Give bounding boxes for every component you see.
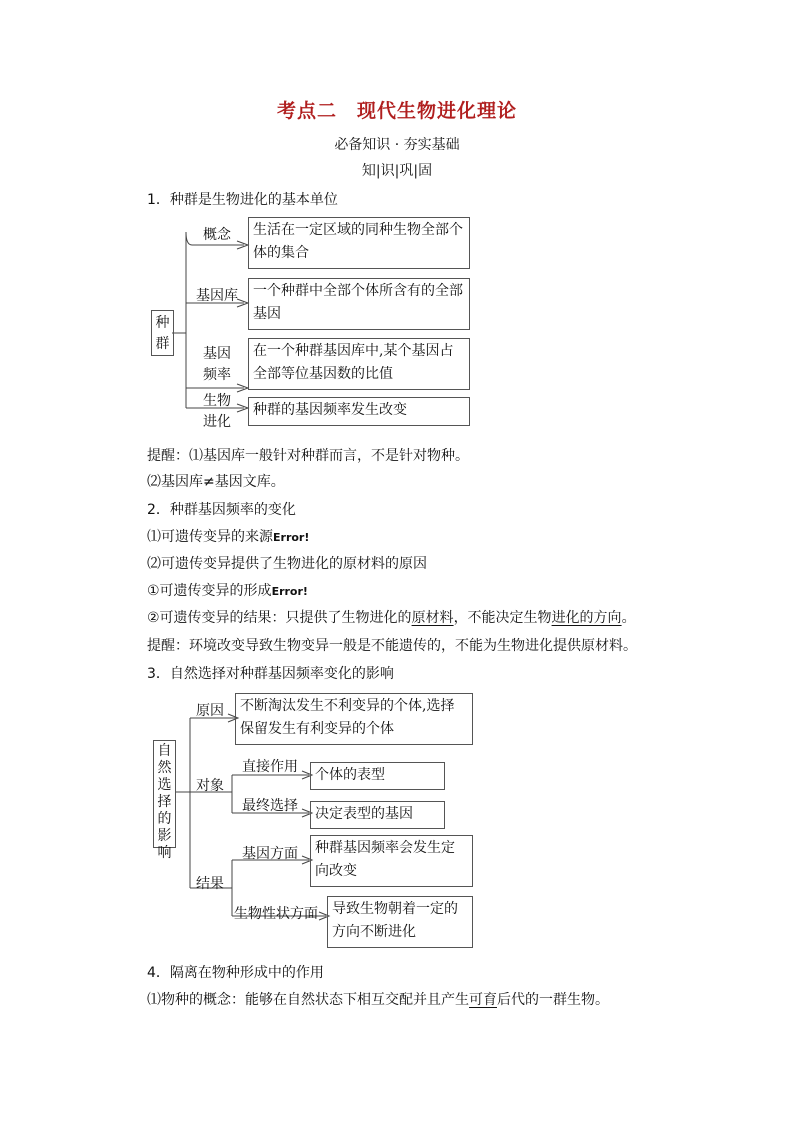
section1-heading: 1．种群是生物进化的基本单位 [147,192,338,208]
trait-aspect-label: 生物性状方面 [234,906,318,922]
cause-content: 不断淘汰发生不利变异的个体,选择保留发生有利变异的个体 [240,698,455,737]
section2-note: 提醒：环境改变导致生物变异一般是不能遗传的，不能为生物进化提供原材料。 [147,638,637,654]
direct-box [310,762,445,790]
section3-heading: 3．自然选择对种群基因频率变化的影响 [147,666,394,682]
section4-line [147,989,609,1009]
gene-frequency-label: 基因频率 [203,346,231,383]
direct-content: 个体的表型 [315,767,385,783]
evolution-content: 种群的基因频率发生改变 [253,402,407,418]
section-tag: 知|识|巩|固 [361,163,433,179]
section1-note-2: ⑵基因库≠基因文库。 [147,474,285,490]
page-title: 考点二 现代生物进化理论 [276,100,517,122]
trait-aspect-box [327,896,473,948]
section3-root-box [153,740,176,861]
cause-label: 原因 [196,703,224,719]
result-suffix: 。 [621,610,636,626]
gene-aspect-label: 基因方面 [242,846,298,862]
gene-pool-label: 基因库 [196,288,238,304]
section2-line-2-text: ⑵可遗传变异提供了生物进化的原材料的原因 [147,556,427,572]
trait-aspect-content: 导致生物朝着一定的方向不断进化 [332,901,458,940]
final-box [310,801,445,829]
result-underline-1: 原材料 [411,610,454,626]
cause-box [235,693,473,745]
section2-line-1-text: ⑴可遗传变异的来源 [147,529,273,545]
section1-root: 种群 [155,315,170,352]
evolution-label: 生物进化 [203,393,231,430]
result-underline-2: 进化的方向 [551,610,622,626]
error-marker: Error! [273,531,310,544]
section2-line-3-text: ①可遗传变异的形成 [147,583,272,599]
gene-aspect-content: 种群基因频率会发生定向改变 [315,840,455,879]
gene-aspect-box [310,835,473,887]
gene-frequency-content: 在一个种群基因库中,某个基因占全部等位基因数的比值 [253,343,454,382]
final-content: 决定表型的基因 [315,806,413,822]
result-prefix: ②可遗传变异的结果：只提供了生物进化的 [147,610,412,626]
object-label: 对象 [196,778,224,794]
species-prefix: ⑴物种的概念：能够在自然状态下相互交配并且产生 [147,992,469,1008]
species-underline: 可育 [469,992,497,1008]
result-label: 结果 [196,876,224,892]
section4-heading: 4．隔离在物种形成中的作用 [147,965,324,981]
gene-pool-content: 一个种群中全部个体所含有的全部基因 [253,283,463,322]
result-middle: ，不能决定生物 [453,610,552,626]
section3-root: 自然选择的影响 [157,743,172,861]
section1-note-1: 提醒：⑴基因库一般针对种群而言，不是针对物种。 [147,448,469,464]
section2-heading: 2．种群基因频率的变化 [147,502,296,518]
concept-label: 概念 [203,227,231,243]
concept-content: 生活在一定区域的同种生物全部个体的集合 [253,222,463,261]
direct-label: 直接作用 [242,759,298,775]
error-marker: Error! [271,585,308,598]
page-subtitle: 必备知识 · 夯实基础 [334,137,460,153]
final-label: 最终选择 [242,798,298,814]
species-suffix: 后代的一群生物。 [497,992,609,1008]
